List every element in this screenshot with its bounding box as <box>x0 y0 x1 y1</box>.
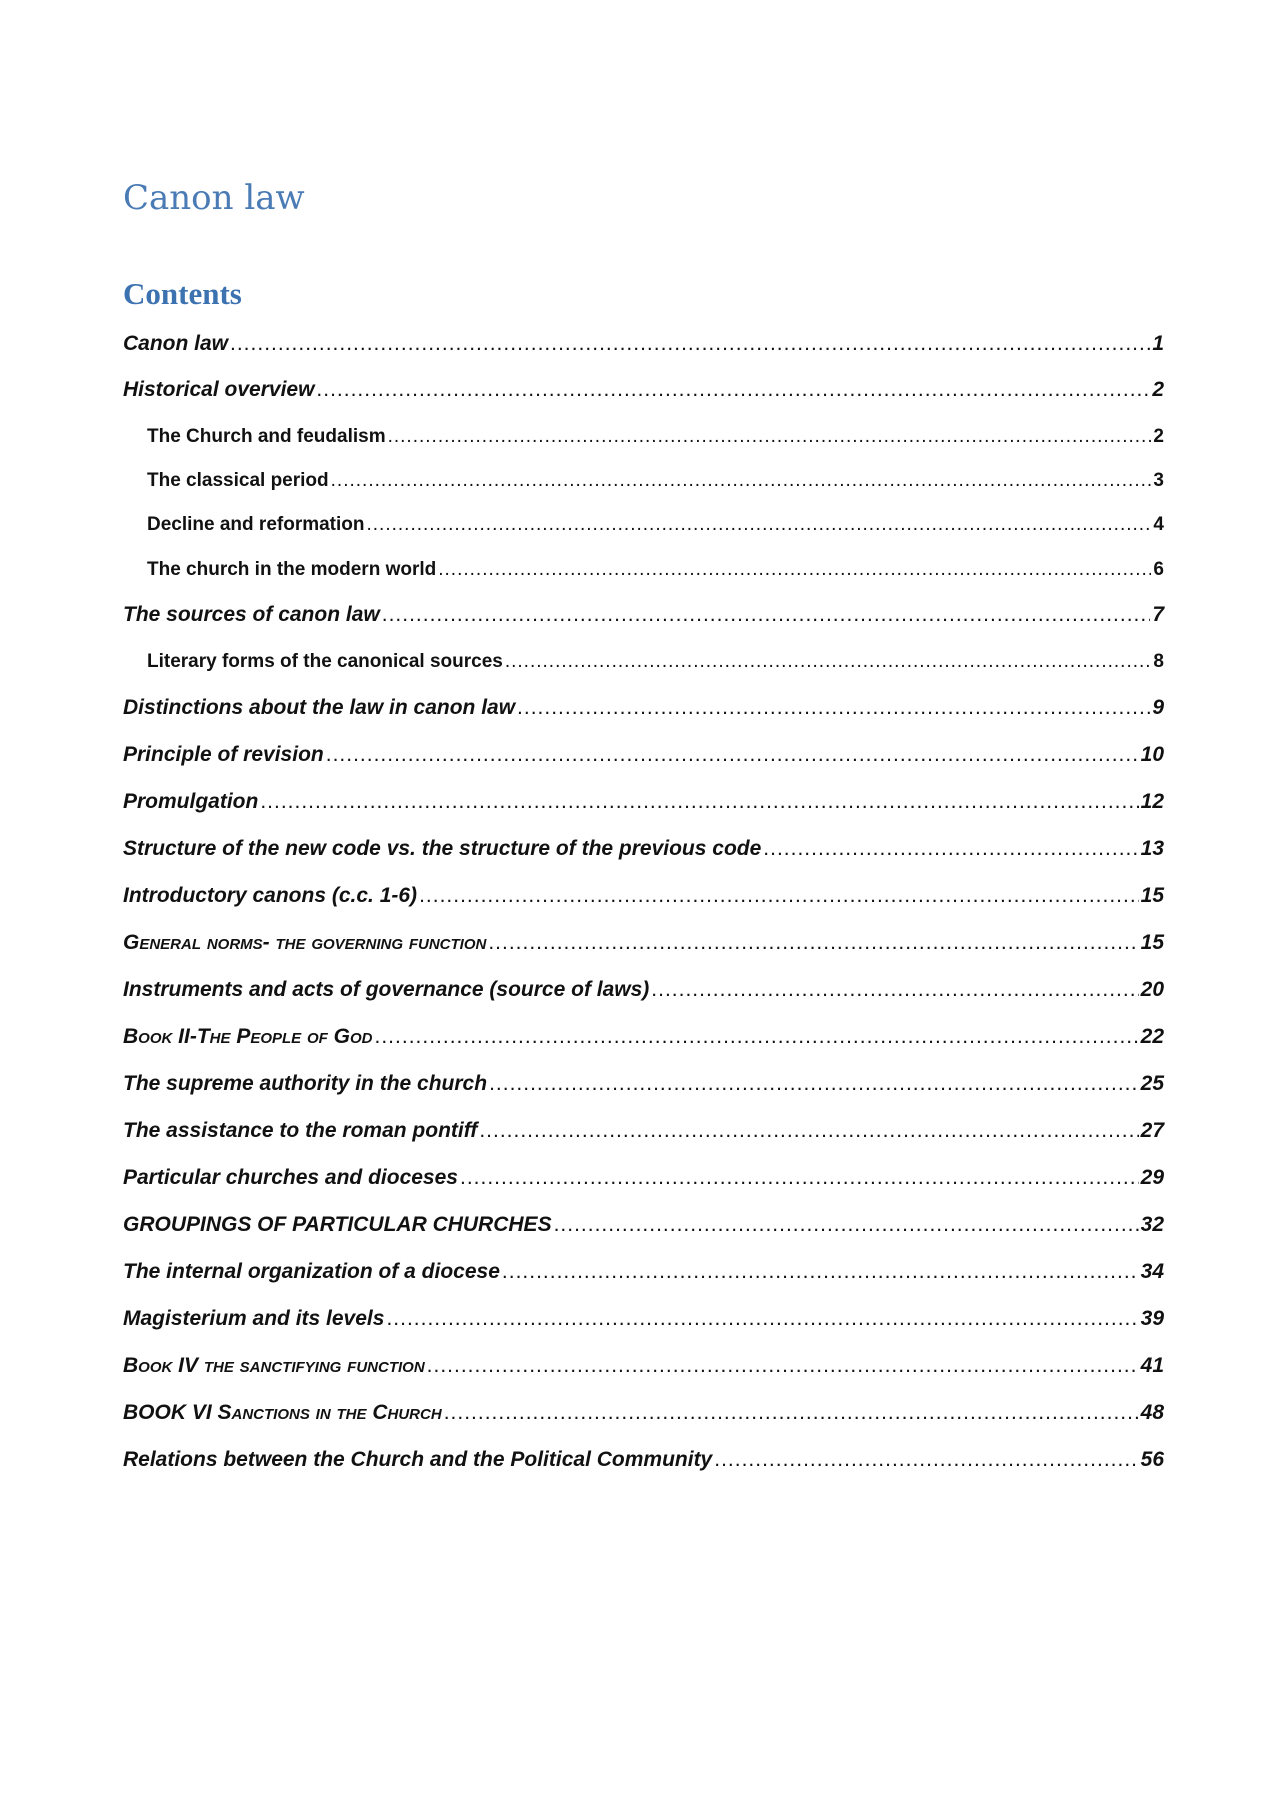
toc-entry[interactable] <box>123 510 1164 540</box>
toc-entry-label: Introductory canons (c.c. 1-6) <box>123 884 418 907</box>
toc-entry-page: 22 <box>1140 1025 1164 1048</box>
toc-entry-label: General norms- the governing function <box>123 931 487 954</box>
toc-entry-label: Instruments and acts of governance (source of laws) <box>123 978 650 1001</box>
toc-entry[interactable] <box>123 928 1164 958</box>
dot-leader <box>505 647 1152 677</box>
toc-entry[interactable] <box>123 1069 1164 1099</box>
toc-entry[interactable] <box>123 1445 1164 1475</box>
dot-leader <box>444 1398 1139 1428</box>
dot-leader <box>326 740 1139 770</box>
toc-entry-label: Book IV the sanctifying function <box>123 1354 425 1377</box>
dot-leader <box>382 600 1151 630</box>
dot-leader <box>554 1210 1139 1240</box>
dot-leader <box>502 1257 1139 1287</box>
toc-entry-label: Structure of the new code vs. the structure of the previous code <box>123 837 762 860</box>
toc-entry-page: 56 <box>1140 1448 1164 1471</box>
toc-entry-page: 8 <box>1153 651 1164 672</box>
dot-leader <box>260 787 1138 817</box>
toc-entry-label: Historical overview <box>123 378 315 401</box>
toc-entry[interactable] <box>123 834 1164 864</box>
toc-entry-page: 15 <box>1140 884 1164 907</box>
dot-leader <box>375 1022 1139 1052</box>
toc-entry-label: The internal organization of a diocese <box>123 1260 500 1283</box>
toc-entry-page: 25 <box>1140 1072 1164 1095</box>
dot-leader <box>230 329 1150 359</box>
toc-entry[interactable] <box>123 1351 1164 1381</box>
dot-leader <box>427 1351 1139 1381</box>
toc-entry[interactable] <box>123 693 1164 723</box>
dot-leader <box>388 422 1152 452</box>
toc-entry-page: 15 <box>1140 931 1164 954</box>
toc-entry-label: The assistance to the roman pontiff <box>123 1119 478 1142</box>
toc-entry-label: The church in the modern world <box>147 559 437 580</box>
toc-entry-page: 12 <box>1140 790 1164 813</box>
toc-entry-label: Magisterium and its levels <box>123 1307 385 1330</box>
toc-entry-label: Particular churches and dioceses <box>123 1166 458 1189</box>
toc-entry-page: 39 <box>1140 1307 1164 1330</box>
dot-leader <box>488 928 1138 958</box>
toc-entry-page: 1 <box>1152 332 1164 355</box>
toc-entry-label: The sources of canon law <box>123 603 380 626</box>
toc-entry-label: Canon law <box>123 332 229 355</box>
toc-entry-page: 6 <box>1153 559 1164 580</box>
dot-leader <box>316 375 1150 405</box>
toc-entry-page: 13 <box>1140 837 1164 860</box>
toc-entry[interactable] <box>123 375 1164 405</box>
dot-leader <box>460 1163 1139 1193</box>
toc-entry-label: The classical period <box>147 470 329 491</box>
toc-entry[interactable] <box>123 1304 1164 1334</box>
toc-entry-label: The supreme authority in the church <box>123 1072 488 1095</box>
toc-entry-label: Principle of revision <box>123 743 324 766</box>
toc-entry[interactable] <box>123 1116 1164 1146</box>
toc-entry-page: 34 <box>1140 1260 1164 1283</box>
dot-leader <box>438 555 1151 585</box>
toc-entry[interactable] <box>123 329 1164 359</box>
toc-entry-label: Literary forms of the canonical sources <box>147 651 503 672</box>
dot-leader <box>367 510 1152 540</box>
toc-entry-page: 48 <box>1140 1401 1164 1424</box>
toc-entry-page: 20 <box>1140 978 1164 1001</box>
toc-entry-label: Promulgation <box>123 790 259 813</box>
dot-leader <box>489 1069 1139 1099</box>
toc-entry[interactable] <box>123 881 1164 911</box>
dot-leader <box>517 693 1150 723</box>
toc-entry-page: 27 <box>1140 1119 1164 1142</box>
toc-entry-page: 2 <box>1153 426 1164 447</box>
toc-entry-label: Decline and reformation <box>147 514 365 535</box>
dot-leader <box>419 881 1139 911</box>
toc-entry[interactable] <box>123 466 1164 496</box>
toc-entry[interactable] <box>123 422 1164 452</box>
toc-entry-label: GROUPINGS OF PARTICULAR CHURCHES <box>123 1213 552 1236</box>
dot-leader <box>714 1445 1138 1475</box>
toc-entry[interactable] <box>123 600 1164 630</box>
toc-entry[interactable] <box>123 1210 1164 1240</box>
toc-entry-page: 10 <box>1140 743 1164 766</box>
dot-leader <box>386 1304 1138 1334</box>
dot-leader <box>763 834 1138 864</box>
toc-entry-page: 4 <box>1153 514 1164 535</box>
toc-entry-page: 29 <box>1140 1166 1164 1189</box>
toc-entry[interactable] <box>123 787 1164 817</box>
toc-entry[interactable] <box>123 1398 1164 1428</box>
toc-entry-page: 2 <box>1152 378 1164 401</box>
toc-entry-page: 32 <box>1140 1213 1164 1236</box>
dot-leader <box>651 975 1138 1005</box>
toc-entry[interactable] <box>123 555 1164 585</box>
document-title: Canon law <box>123 178 305 218</box>
toc-entry-label: Book II-The People of God <box>123 1025 373 1048</box>
toc-entry[interactable] <box>123 1163 1164 1193</box>
toc-entry[interactable] <box>123 1022 1164 1052</box>
dot-leader <box>331 466 1152 496</box>
toc-entry-page: 9 <box>1152 696 1164 719</box>
toc-heading: Contents <box>123 276 242 311</box>
toc-entry-label: Distinctions about the law in canon law <box>123 696 516 719</box>
toc-entry-page: 41 <box>1140 1354 1164 1377</box>
toc-entry-label: BOOK VI Sanctions in the Church <box>123 1401 442 1424</box>
toc-entry-label: Relations between the Church and the Political Community <box>123 1448 713 1471</box>
dot-leader <box>479 1116 1138 1146</box>
toc-entry-page: 7 <box>1152 603 1164 626</box>
toc-entry[interactable] <box>123 647 1164 677</box>
toc-entry[interactable] <box>123 975 1164 1005</box>
toc-entry[interactable] <box>123 1257 1164 1287</box>
toc-entry-page: 3 <box>1153 470 1164 491</box>
toc-entry[interactable] <box>123 740 1164 770</box>
toc-entry-label: The Church and feudalism <box>147 426 386 447</box>
